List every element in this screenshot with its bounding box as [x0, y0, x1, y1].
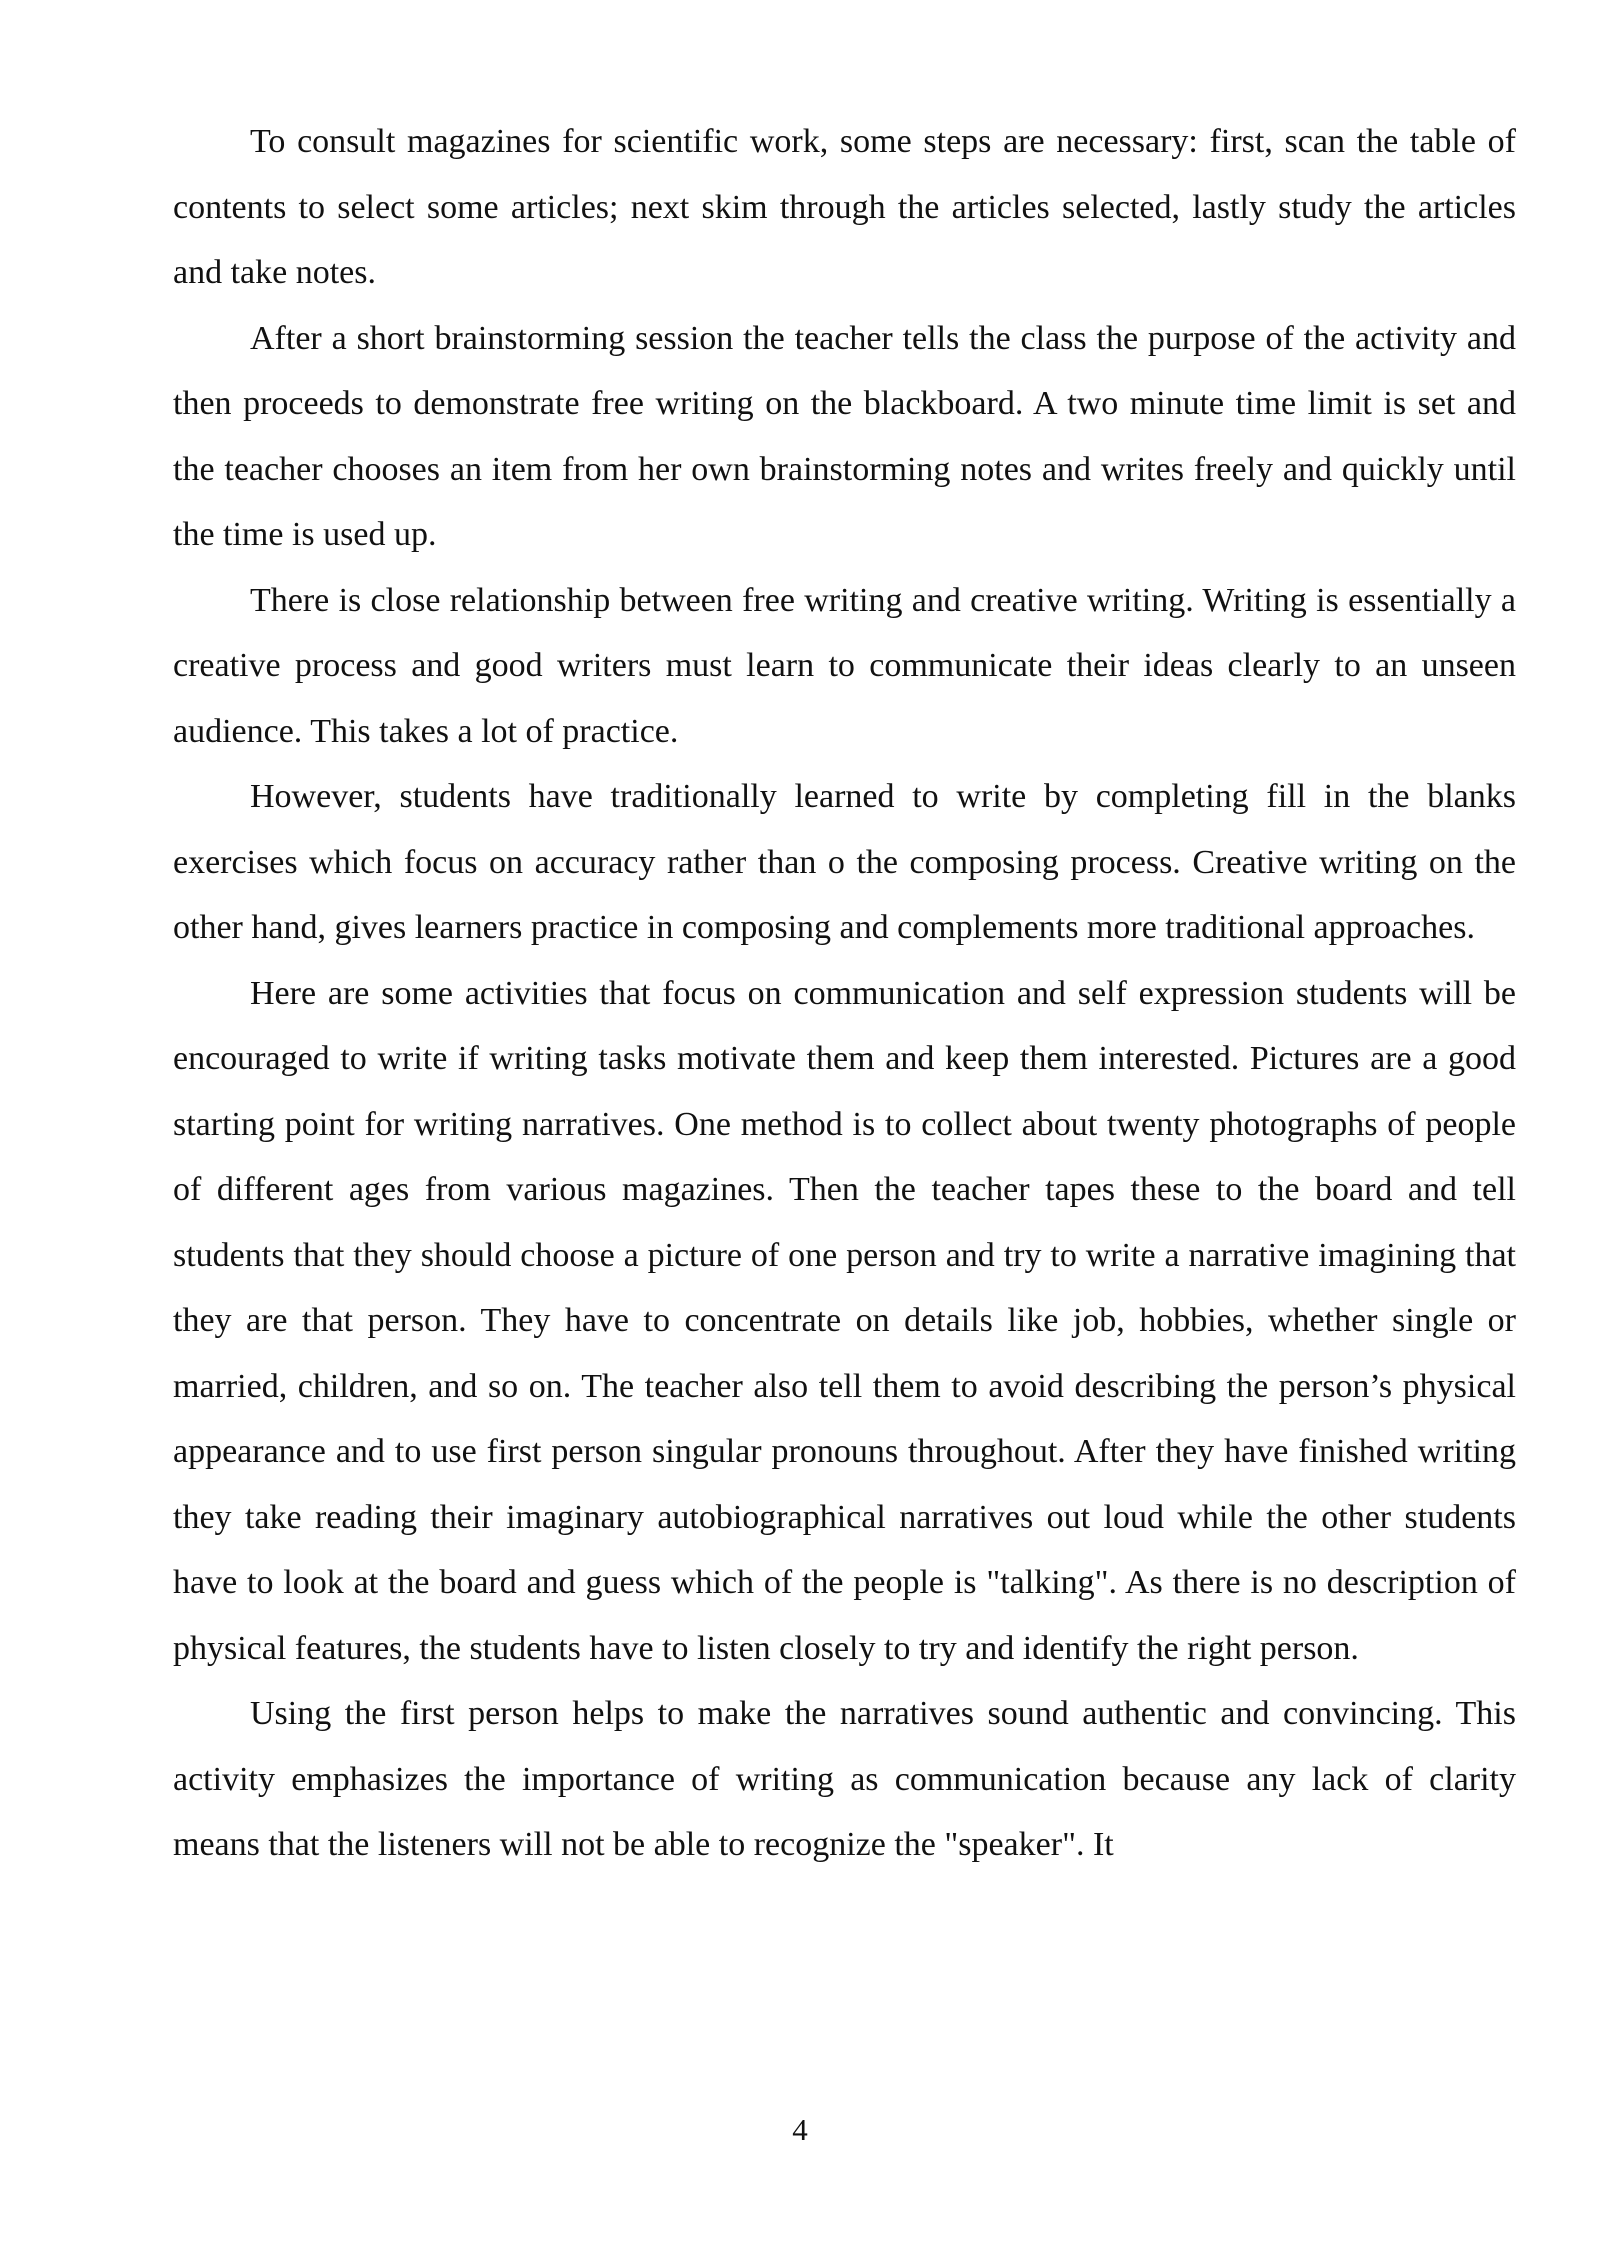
paragraph-1: To consult magazines for scientific work, some steps are necessary: first, scan the table of contents to select some articles; next skim through the articles selected, lastly study the articles and take notes.: [173, 123, 1516, 291]
paragraph-4: However, students have traditionally learned to write by completing fill in the blanks exercises which focus on accuracy rather than o the composing process. Creative writing on the other hand, gives learners practice in composing and complements more traditional approaches.: [173, 778, 1516, 946]
paragraph-2: After a short brainstorming session the teacher tells the class the purpose of the activity and then proceeds to demonstrate free writing on the blackboard. A two minute time limit is set and the teacher chooses an item from her own brainstorming notes and writes freely and quickly until the time is used up.: [173, 319, 1516, 553]
paragraph-3: There is close relationship between free writing and creative writing. Writing is essentially a creative process and good writers must learn to communicate their ideas clearly to an unseen audience. This takes a lot of practice.: [173, 581, 1516, 750]
body-text: [173, 109, 1516, 1878]
page-number: 4: [792, 2112, 808, 2147]
paragraph-6: Using the first person helps to make the narratives sound authentic and convincing. This activity emphasizes the importance of writing as communication because any lack of clarity means that the listeners will not be able to recognize the "speaker". It: [173, 1695, 1516, 1863]
paragraph-5: Here are some activities that focus on communication and self expression students will be encouraged to write if writing tasks motivate them and keep them interested. Pictures are a good starting point for writing narratives. One method is to collect about twenty photographs of people of different ages from various magazines. Then the teacher tapes these to the board and tell students that they should choose a picture of one person and try to write a narrative imagining that they are that person. They have to concentrate on details like job, hobbies, whether single or married, children, and so on. The teacher also tell them to avoid describing the person’s physical appearance and to use first person singular pronouns throughout. After they have finished writing they take reading their imaginary autobiographical narratives out loud while the other students have to look at the board and guess which of the people is "talking". As there is no description of physical features, the students have to listen closely to try and identify the right person.: [173, 974, 1516, 1667]
